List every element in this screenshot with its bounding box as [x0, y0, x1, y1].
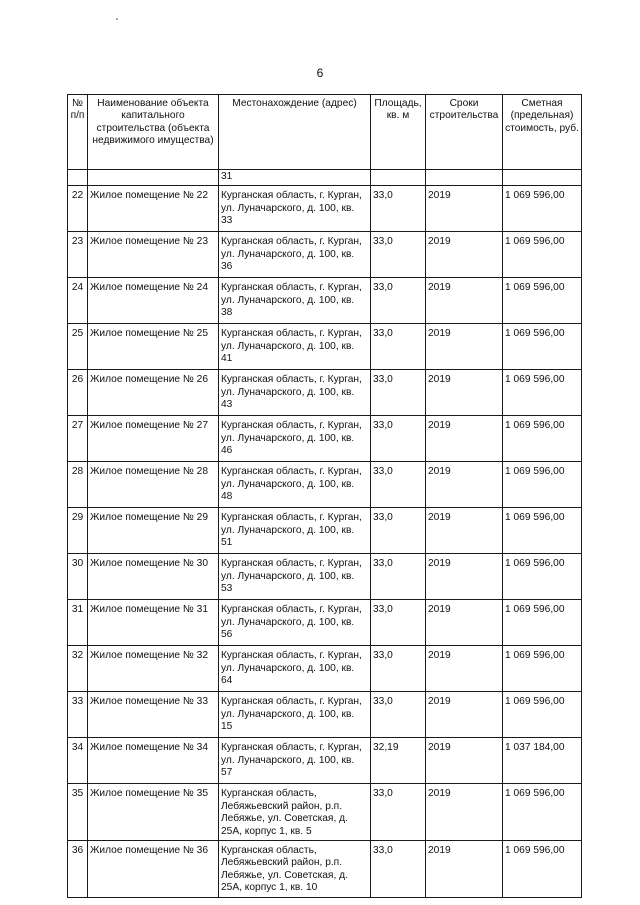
table-row [68, 324, 582, 370]
cell-term: 2019 [426, 738, 503, 784]
cell-num: 28 [68, 462, 88, 508]
cell-area: 33,0 [371, 186, 426, 232]
cell-cost: 1 069 596,00 [503, 186, 582, 232]
table-row [68, 841, 582, 898]
cell-name: Жилое помещение № 35 [88, 784, 219, 841]
cell-name: Жилое помещение № 36 [88, 841, 219, 898]
cell-area: 33,0 [371, 324, 426, 370]
cell-num: 27 [68, 416, 88, 462]
cell-term [426, 170, 503, 186]
cell-name: Жилое помещение № 31 [88, 600, 219, 646]
page-number: 6 [316, 66, 324, 80]
cell-address: Курганская область, г. Курган, ул. Луначарского, д. 100, кв. 33 [219, 186, 371, 232]
header-cost: Сметная (предельная) стоимость, руб. [503, 95, 582, 170]
cell-address: Курганская область, г. Курган, ул. Луначарского, д. 100, кв. 57 [219, 738, 371, 784]
cell-num: 32 [68, 646, 88, 692]
table-row [68, 370, 582, 416]
cell-num: 33 [68, 692, 88, 738]
cell-num: 30 [68, 554, 88, 600]
scan-speck [116, 18, 118, 20]
cell-cost: 1 069 596,00 [503, 600, 582, 646]
cell-num: 22 [68, 186, 88, 232]
cell-num: 29 [68, 508, 88, 554]
cell-term: 2019 [426, 841, 503, 898]
cell-term: 2019 [426, 416, 503, 462]
cell-num [68, 170, 88, 186]
cell-area: 33,0 [371, 600, 426, 646]
cell-term: 2019 [426, 784, 503, 841]
cell-term: 2019 [426, 600, 503, 646]
cell-cost [503, 170, 582, 186]
header-area: Площадь, кв. м [371, 95, 426, 170]
cell-term: 2019 [426, 324, 503, 370]
cell-num: 24 [68, 278, 88, 324]
cell-num: 34 [68, 738, 88, 784]
cell-address: Курганская область, г. Курган, ул. Луначарского, д. 100, кв. 46 [219, 416, 371, 462]
cell-area: 33,0 [371, 462, 426, 508]
cell-cost: 1 069 596,00 [503, 784, 582, 841]
cell-num: 25 [68, 324, 88, 370]
cell-area: 33,0 [371, 784, 426, 841]
cell-area: 33,0 [371, 232, 426, 278]
cell-name [88, 170, 219, 186]
cell-address: Курганская область, г. Курган, ул. Луначарского, д. 100, кв. 51 [219, 508, 371, 554]
cell-cost: 1 069 596,00 [503, 416, 582, 462]
cell-area: 33,0 [371, 841, 426, 898]
cell-area: 33,0 [371, 278, 426, 324]
cell-address: Курганская область, г. Курган, ул. Луначарского, д. 100, кв. 38 [219, 278, 371, 324]
cell-name: Жилое помещение № 32 [88, 646, 219, 692]
table-row [68, 692, 582, 738]
cell-area [371, 170, 426, 186]
cell-term: 2019 [426, 554, 503, 600]
cell-address: 31 [219, 170, 371, 186]
cell-name: Жилое помещение № 22 [88, 186, 219, 232]
cell-cost: 1 069 596,00 [503, 462, 582, 508]
cell-name: Жилое помещение № 24 [88, 278, 219, 324]
table-row [68, 554, 582, 600]
cell-address: Курганская область, г. Курган, ул. Луначарского, д. 100, кв. 53 [219, 554, 371, 600]
cell-address: Курганская область, г. Курган, ул. Луначарского, д. 100, кв. 41 [219, 324, 371, 370]
cell-name: Жилое помещение № 29 [88, 508, 219, 554]
cell-cost: 1 069 596,00 [503, 554, 582, 600]
header-term: Сроки строительства [426, 95, 503, 170]
cell-cost: 1 069 596,00 [503, 324, 582, 370]
cell-num: 23 [68, 232, 88, 278]
header-num: № п/п [68, 95, 88, 170]
cell-term: 2019 [426, 232, 503, 278]
cell-address: Курганская область, г. Курган, ул. Луначарского, д. 100, кв. 43 [219, 370, 371, 416]
table-row [68, 784, 582, 841]
cell-cost: 1 069 596,00 [503, 370, 582, 416]
property-table [67, 94, 582, 898]
cell-cost: 1 069 596,00 [503, 278, 582, 324]
cell-name: Жилое помещение № 30 [88, 554, 219, 600]
cell-area: 33,0 [371, 692, 426, 738]
cell-name: Жилое помещение № 34 [88, 738, 219, 784]
cell-term: 2019 [426, 692, 503, 738]
table-row [68, 462, 582, 508]
cell-term: 2019 [426, 186, 503, 232]
cell-term: 2019 [426, 278, 503, 324]
cell-name: Жилое помещение № 27 [88, 416, 219, 462]
cell-cost: 1 069 596,00 [503, 692, 582, 738]
cell-term: 2019 [426, 646, 503, 692]
cell-cost: 1 069 596,00 [503, 232, 582, 278]
cell-area: 33,0 [371, 508, 426, 554]
cell-area: 32,19 [371, 738, 426, 784]
cell-area: 33,0 [371, 554, 426, 600]
cell-name: Жилое помещение № 33 [88, 692, 219, 738]
cell-cost: 1 069 596,00 [503, 646, 582, 692]
cell-name: Жилое помещение № 25 [88, 324, 219, 370]
cell-num: 31 [68, 600, 88, 646]
table-row [68, 278, 582, 324]
table-header-row [68, 95, 582, 170]
cell-address: Курганская область, Лебяжьевский район, р.п. Лебяжье, ул. Советская, д. 25А, корпус 1, кв. 10 [219, 841, 371, 898]
table-row [68, 508, 582, 554]
cell-name: Жилое помещение № 26 [88, 370, 219, 416]
cell-cost: 1 037 184,00 [503, 738, 582, 784]
cell-address: Курганская область, г. Курган, ул. Луначарского, д. 100, кв. 36 [219, 232, 371, 278]
cell-area: 33,0 [371, 370, 426, 416]
cell-cost: 1 069 596,00 [503, 508, 582, 554]
cell-num: 35 [68, 784, 88, 841]
cell-area: 33,0 [371, 416, 426, 462]
table-row [68, 232, 582, 278]
table-row [68, 738, 582, 784]
cell-term: 2019 [426, 370, 503, 416]
cell-address: Курганская область, г. Курган, ул. Луначарского, д. 100, кв. 64 [219, 646, 371, 692]
header-address: Местонахождение (адрес) [219, 95, 371, 170]
cell-num: 36 [68, 841, 88, 898]
cell-cost: 1 069 596,00 [503, 841, 582, 898]
table-row [68, 416, 582, 462]
table-row [68, 646, 582, 692]
cell-term: 2019 [426, 508, 503, 554]
cell-address: Курганская область, г. Курган, ул. Луначарского, д. 100, кв. 48 [219, 462, 371, 508]
cell-name: Жилое помещение № 28 [88, 462, 219, 508]
cell-address: Курганская область, г. Курган, ул. Луначарского, д. 100, кв. 15 [219, 692, 371, 738]
header-name: Наименование объекта капитального строительства (объекта недвижимого имущества) [88, 95, 219, 170]
table-row-continuation [68, 170, 582, 186]
cell-area: 33,0 [371, 646, 426, 692]
cell-num: 26 [68, 370, 88, 416]
table-row [68, 600, 582, 646]
cell-address: Курганская область, Лебяжьевский район, р.п. Лебяжье, ул. Советская, д. 25А, корпус 1, кв. 5 [219, 784, 371, 841]
cell-name: Жилое помещение № 23 [88, 232, 219, 278]
cell-term: 2019 [426, 462, 503, 508]
table-row [68, 186, 582, 232]
cell-address: Курганская область, г. Курган, ул. Луначарского, д. 100, кв. 56 [219, 600, 371, 646]
